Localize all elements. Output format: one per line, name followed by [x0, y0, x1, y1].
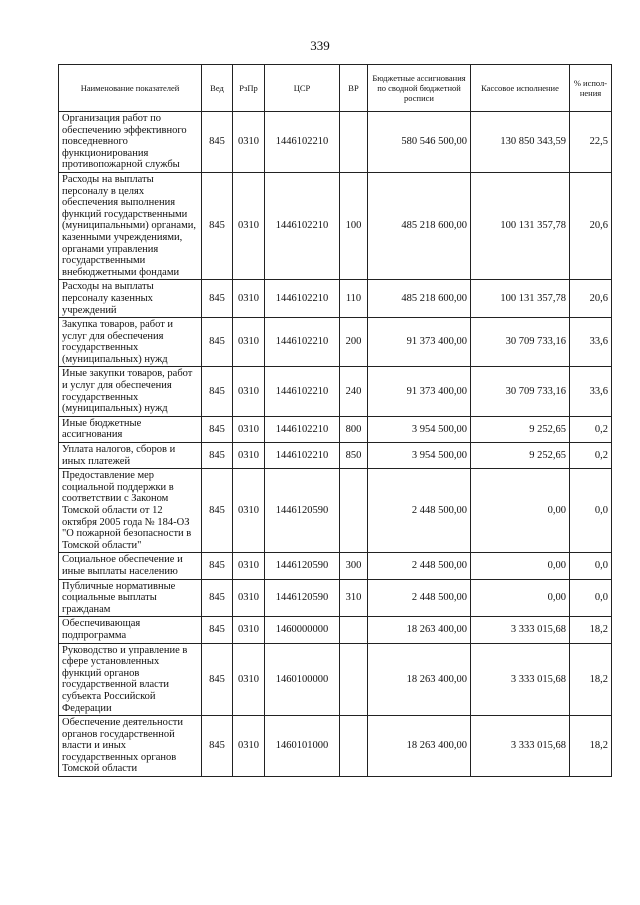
row-vr: 310	[340, 579, 368, 617]
row-rzpr: 0310	[233, 643, 265, 716]
row-fact: 100 131 357,78	[471, 280, 570, 318]
table-row	[59, 172, 612, 279]
header-vr: ВР	[340, 65, 368, 112]
table-row	[59, 643, 612, 716]
row-csr: 1460000000	[265, 617, 340, 643]
row-fact: 30 709 733,16	[471, 318, 570, 367]
row-csr: 1446120590	[265, 469, 340, 553]
row-pct: 0,2	[570, 443, 612, 469]
header-name: Наименование показателей	[59, 65, 202, 112]
row-fact: 30 709 733,16	[471, 367, 570, 416]
row-csr: 1446102210	[265, 367, 340, 416]
row-pct: 18,2	[570, 643, 612, 716]
table-row	[59, 469, 612, 553]
row-name: Иные бюджетные ассигнования	[59, 416, 202, 442]
row-pct: 20,6	[570, 172, 612, 279]
row-name: Публичные нормативные социальные выплаты гражданам	[59, 579, 202, 617]
row-vr: 300	[340, 553, 368, 579]
row-name: Организация работ по обеспечению эффективного повседневного функционирования противопожарной службы	[59, 112, 202, 173]
row-pct: 33,6	[570, 318, 612, 367]
row-name: Руководство и управление в сфере установленных функций органов государственной власти субъекта Российской Федерации	[59, 643, 202, 716]
row-name: Расходы на выплаты персоналу казенных учреждений	[59, 280, 202, 318]
row-vr	[340, 469, 368, 553]
row-name: Иные закупки товаров, работ и услуг для обеспечения государственных (муниципальных) нужд	[59, 367, 202, 416]
header-fact: Кассовое исполнение	[471, 65, 570, 112]
row-fact: 0,00	[471, 469, 570, 553]
row-pct: 0,0	[570, 553, 612, 579]
row-ved: 845	[202, 553, 233, 579]
header-plan: Бюджетные ассигнования по сводной бюджетной росписи	[368, 65, 471, 112]
row-rzpr: 0310	[233, 443, 265, 469]
row-name: Расходы на выплаты персоналу в целях обеспечения выполнения функций государственными (муниципальными) органами, казенными учреждениями, органами управления государственными внебюджетными фондами	[59, 172, 202, 279]
row-csr: 1446102210	[265, 318, 340, 367]
row-plan: 485 218 600,00	[368, 172, 471, 279]
row-fact: 3 333 015,68	[471, 643, 570, 716]
table-row	[59, 280, 612, 318]
row-fact: 0,00	[471, 579, 570, 617]
table-row	[59, 716, 612, 777]
row-ved: 845	[202, 280, 233, 318]
row-name: Обеспечивающая подпрограмма	[59, 617, 202, 643]
row-csr: 1446120590	[265, 579, 340, 617]
row-plan: 580 546 500,00	[368, 112, 471, 173]
row-rzpr: 0310	[233, 367, 265, 416]
row-rzpr: 0310	[233, 172, 265, 279]
row-vr: 110	[340, 280, 368, 318]
row-plan: 18 263 400,00	[368, 643, 471, 716]
row-vr	[340, 112, 368, 173]
row-pct: 20,6	[570, 280, 612, 318]
header-ved: Вед	[202, 65, 233, 112]
row-fact: 9 252,65	[471, 416, 570, 442]
row-rzpr: 0310	[233, 416, 265, 442]
row-rzpr: 0310	[233, 112, 265, 173]
table-row	[59, 553, 612, 579]
row-fact: 3 333 015,68	[471, 716, 570, 777]
header-rzpr: РзПр	[233, 65, 265, 112]
row-pct: 33,6	[570, 367, 612, 416]
row-rzpr: 0310	[233, 716, 265, 777]
row-fact: 0,00	[471, 553, 570, 579]
row-name: Уплата налогов, сборов и иных платежей	[59, 443, 202, 469]
row-rzpr: 0310	[233, 318, 265, 367]
table-row	[59, 443, 612, 469]
row-fact: 100 131 357,78	[471, 172, 570, 279]
row-csr: 1446102210	[265, 416, 340, 442]
row-rzpr: 0310	[233, 579, 265, 617]
row-ved: 845	[202, 318, 233, 367]
row-ved: 845	[202, 643, 233, 716]
row-rzpr: 0310	[233, 280, 265, 318]
row-name: Предоставление мер социальной поддержки в соответствии с Законом Томской области от 12 октября 2005 года № 184-ОЗ "О пожарной безопасности в Томской области"	[59, 469, 202, 553]
row-ved: 845	[202, 416, 233, 442]
row-plan: 3 954 500,00	[368, 443, 471, 469]
row-ved: 845	[202, 112, 233, 173]
row-plan: 3 954 500,00	[368, 416, 471, 442]
row-vr: 100	[340, 172, 368, 279]
row-vr: 850	[340, 443, 368, 469]
row-name: Обеспечение деятельности органов государственной власти и иных государственных органов Томской области	[59, 716, 202, 777]
row-vr: 200	[340, 318, 368, 367]
row-plan: 91 373 400,00	[368, 367, 471, 416]
table-header-row	[59, 65, 612, 112]
row-csr: 1446102210	[265, 280, 340, 318]
row-csr: 1446102210	[265, 172, 340, 279]
row-vr	[340, 716, 368, 777]
table-row	[59, 318, 612, 367]
budget-table	[58, 64, 612, 777]
row-pct: 18,2	[570, 716, 612, 777]
table-row	[59, 416, 612, 442]
header-pct: % испол-нения	[570, 65, 612, 112]
row-plan: 2 448 500,00	[368, 469, 471, 553]
page-number: 339	[310, 38, 330, 53]
row-pct: 0,0	[570, 469, 612, 553]
table-row	[59, 112, 612, 173]
row-ved: 845	[202, 469, 233, 553]
row-pct: 0,2	[570, 416, 612, 442]
row-vr: 240	[340, 367, 368, 416]
row-ved: 845	[202, 172, 233, 279]
row-pct: 22,5	[570, 112, 612, 173]
row-rzpr: 0310	[233, 469, 265, 553]
row-ved: 845	[202, 443, 233, 469]
row-csr: 1460101000	[265, 716, 340, 777]
row-pct: 0,0	[570, 579, 612, 617]
row-fact: 3 333 015,68	[471, 617, 570, 643]
header-csr: ЦСР	[265, 65, 340, 112]
row-rzpr: 0310	[233, 553, 265, 579]
row-ved: 845	[202, 716, 233, 777]
row-vr	[340, 617, 368, 643]
row-csr: 1460100000	[265, 643, 340, 716]
row-plan: 2 448 500,00	[368, 553, 471, 579]
row-name: Социальное обеспечение и иные выплаты населению	[59, 553, 202, 579]
row-plan: 2 448 500,00	[368, 579, 471, 617]
row-plan: 485 218 600,00	[368, 280, 471, 318]
row-plan: 18 263 400,00	[368, 617, 471, 643]
row-ved: 845	[202, 617, 233, 643]
row-vr	[340, 643, 368, 716]
row-fact: 130 850 343,59	[471, 112, 570, 173]
row-csr: 1446120590	[265, 553, 340, 579]
row-name: Закупка товаров, работ и услуг для обеспечения государственных (муниципальных) нужд	[59, 318, 202, 367]
table-row	[59, 579, 612, 617]
row-fact: 9 252,65	[471, 443, 570, 469]
row-csr: 1446102210	[265, 112, 340, 173]
row-ved: 845	[202, 579, 233, 617]
row-ved: 845	[202, 367, 233, 416]
row-pct: 18,2	[570, 617, 612, 643]
row-csr: 1446102210	[265, 443, 340, 469]
row-vr: 800	[340, 416, 368, 442]
row-plan: 18 263 400,00	[368, 716, 471, 777]
row-plan: 91 373 400,00	[368, 318, 471, 367]
table-row	[59, 617, 612, 643]
row-rzpr: 0310	[233, 617, 265, 643]
table-row	[59, 367, 612, 416]
